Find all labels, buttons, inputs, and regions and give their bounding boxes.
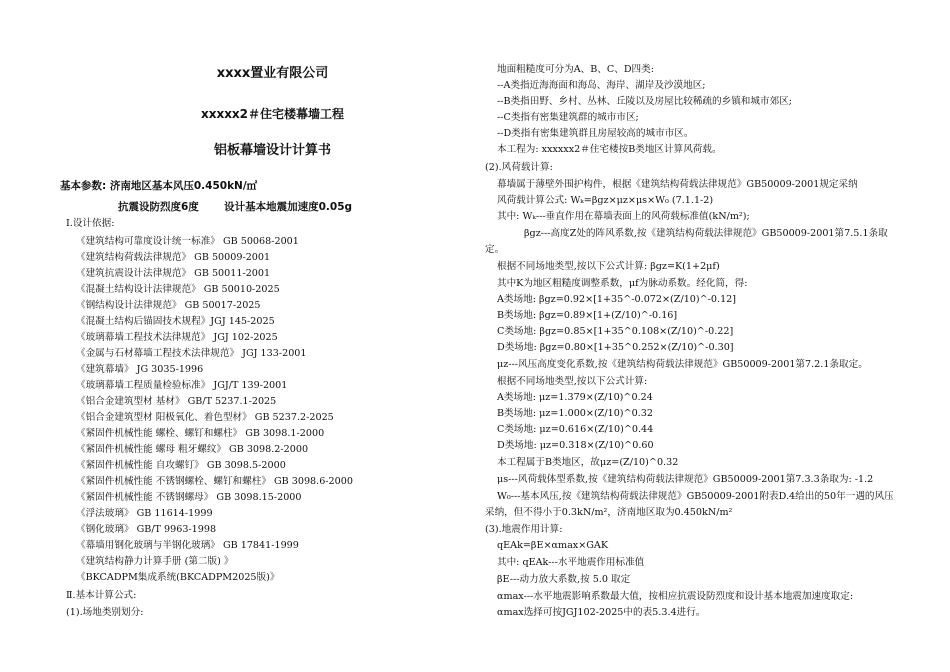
q-eak-definition: 其中: qEAk---水平地震作用标准值 bbox=[497, 557, 645, 568]
reference-item: 《浮法玻璃》 GB 11614-1999 bbox=[76, 508, 213, 519]
reference-item: 《建筑结构可靠度设计统一标准》 GB 50068-2001 bbox=[76, 236, 299, 247]
beta-gz-class-c: C类场地: βgz=0.85×[1+35^0.108×(Z/10)^-0.22] bbox=[497, 326, 734, 337]
k-mu-f-note: 其中K为地区粗糙度调整系数，μf为脉动系数。经化简，得: bbox=[497, 278, 748, 289]
reference-item: 《建筑结构静力计算手册 (第二版) 》 bbox=[76, 556, 234, 567]
roughness-class-c: --C类指有密集建筑群的城市市区; bbox=[497, 112, 639, 123]
roughness-class-d: --D类指有密集建筑群且房屋较高的城市市区。 bbox=[497, 128, 694, 139]
reference-item: 《混凝土结构设计法律规范》 GB 50010-2025 bbox=[76, 284, 280, 295]
roughness-class-a: --A类指近海海面和海岛、海岸、湖岸及沙漠地区; bbox=[497, 80, 706, 91]
reference-item: 《紧固件机械性能 螺母 粗牙螺纹》 GB 3098.2-2000 bbox=[76, 444, 309, 455]
project-title: xxxxx2＃住宅楼幕墙工程 bbox=[200, 107, 345, 121]
mu-z-formula-intro: 根据不同场地类型,按以下公式计算: bbox=[497, 376, 648, 387]
reference-item: 《幕墙用钢化玻璃与半钢化玻璃》 GB 17841-1999 bbox=[76, 540, 299, 551]
reference-item: 《钢结构设计法律规范》 GB 50017-2025 bbox=[76, 300, 261, 311]
w0-definition: W₀---基本风压,按《建筑结构荷载法律规范》GB50009-2001附表D.4给出的50年一遇的风压 bbox=[497, 491, 894, 502]
beta-gz-definition: βgz---高度Z处的阵风系数,按《建筑结构荷载法律规范》GB50009-2001第7.5.1条取 bbox=[524, 228, 888, 239]
seismic-acceleration: 设计基本地震加速度0.05g bbox=[224, 201, 353, 213]
mu-z-definition: μz---风压高度变化系数,按《建筑结构荷载法律规范》GB50009-2001第7.2.1条取定。 bbox=[497, 359, 868, 370]
alpha-max-table-note: αmax选择可按JGJ102-2025中的表5.3.4进行。 bbox=[497, 607, 706, 618]
reference-item: 《紧固件机械性能 不锈钢螺母》 GB 3098.15-2000 bbox=[76, 492, 302, 503]
reference-item: 《玻璃幕墙工程质量检验标准》 JGJ/T 139-2001 bbox=[76, 380, 288, 391]
basic-params-label: 基本参数: bbox=[60, 180, 107, 192]
basic-params-line1 bbox=[60, 178, 257, 194]
reference-item: 《钢化玻璃》 GB/T 9963-1998 bbox=[76, 524, 217, 535]
beta-gz-class-d: D类场地: βgz=0.80×[1+35^0.252×(Z/10)^-0.30] bbox=[497, 342, 734, 353]
seismic-formula: qEAk=βE×αmax×GAK bbox=[497, 540, 609, 551]
reference-item: 《混凝土结构后锚固技术规程》JGJ 145-2025 bbox=[76, 316, 275, 327]
beta-gz-class-a: A类场地: βgz=0.92×[1+35^-0.072×(Z/10)^-0.12] bbox=[497, 294, 737, 305]
beta-gz-class-b: B类场地: βgz=0.89×[1+(Z/10)^-0.16] bbox=[497, 310, 678, 321]
wind-load-formula: 风荷载计算公式: Wₖ=βgz×μz×μs×W₀ (7.1.1-2) bbox=[497, 195, 714, 206]
basic-params-line2 bbox=[118, 199, 352, 215]
wk-definition: 其中: Wₖ---垂直作用在幕墙表面上的风荷载标准值(kN/m²); bbox=[497, 211, 750, 222]
mu-s-definition: μs---风荷载体型系数,按《建筑结构荷载法律规范》GB50009-2001第7.3.3条取为: -1.2 bbox=[497, 474, 874, 485]
company-title: xxxx置业有限公司 bbox=[216, 66, 329, 81]
reference-item: 《铝合金建筑型材 阳极氧化、着色型材》 GB 5237.2-2025 bbox=[76, 412, 334, 423]
roughness-intro: 地面粗糙度可分为A、B、C、D四类: bbox=[497, 64, 654, 75]
mu-z-class-b: B类场地: μz=1.000×(Z/10)^0.32 bbox=[497, 408, 653, 419]
wind-load-intro: 幕墙属于薄壁外围护构件，根据《建筑结构荷载法律规范》GB50009-2001规定采纳 bbox=[497, 179, 858, 190]
alpha-max-definition: αmax---水平地震影响系数最大值，按相应抗震设防烈度和设计基本地震加速度取定: bbox=[497, 591, 854, 602]
section-design-basis: Ⅰ.设计依据: bbox=[66, 218, 115, 229]
beta-e-definition: βE---动力放大系数,按 5.0 取定 bbox=[497, 574, 631, 585]
beta-gz-definition-cont: 定。 bbox=[485, 244, 505, 255]
mu-z-project: 本工程属于B类地区，故μz=(Z/10)^0.32 bbox=[497, 457, 679, 468]
reference-item: 《建筑幕墙》 JG 3035-1996 bbox=[76, 364, 204, 375]
subsection-site-category: (1).场地类别划分: bbox=[66, 607, 144, 618]
section-wind-load: (2).风荷载计算: bbox=[485, 162, 553, 173]
basic-wind-pressure: 济南地区基本风压0.450kN/㎡ bbox=[109, 180, 258, 192]
reference-item: 《BKCADPM集成系统(BKCADPM2025版)》 bbox=[76, 572, 280, 583]
reference-item: 《紧固件机械性能 不锈钢螺栓、螺钉和螺柱》 GB 3098.6-2000 bbox=[76, 476, 353, 487]
reference-item: 《铝合金建筑型材 基材》 GB/T 5237.1-2025 bbox=[76, 396, 277, 407]
reference-item: 《玻璃幕墙工程技术法律规范》 JGJ 102-2025 bbox=[76, 332, 278, 343]
w0-definition-cont: 采纳，但不得小于0.3kN/m²，济南地区取为0.450kN/m² bbox=[485, 507, 733, 518]
beta-gz-formula: 根据不同场地类型,按以下公式计算: βgz=K(1+2μf) bbox=[497, 261, 720, 272]
reference-item: 《紧固件机械性能 螺栓、螺钉和螺柱》 GB 3098.1-2000 bbox=[76, 428, 325, 439]
reference-item: 《金属与石材幕墙工程技术法律规范》 JGJ 133-2001 bbox=[76, 348, 307, 359]
mu-z-class-a: A类场地: μz=1.379×(Z/10)^0.24 bbox=[497, 392, 653, 403]
mu-z-class-c: C类场地: μz=0.616×(Z/10)^0.44 bbox=[497, 424, 654, 435]
seismic-intensity: 抗震设防烈度6度 bbox=[118, 201, 199, 213]
section-seismic: (3).地震作用计算: bbox=[485, 524, 563, 535]
document-title: 铝板幕墙设计计算书 bbox=[213, 143, 331, 158]
section-basic-formulas: Ⅱ.基本计算公式: bbox=[66, 590, 137, 601]
project-site-class: 本工程为: xxxxxx2＃住宅楼按B类地区计算风荷载。 bbox=[497, 144, 722, 155]
reference-item: 《建筑抗震设计法律规范》 GB 50011-2001 bbox=[76, 268, 271, 279]
roughness-class-b: --B类指田野、乡村、丛林、丘陵以及房屋比较稀疏的乡镇和城市郊区; bbox=[497, 96, 792, 107]
reference-item: 《紧固件机械性能 自攻螺钉》 GB 3098.5-2000 bbox=[76, 460, 286, 471]
mu-z-class-d: D类场地: μz=0.318×(Z/10)^0.60 bbox=[497, 440, 654, 451]
reference-item: 《建筑结构荷载法律规范》 GB 50009-2001 bbox=[76, 252, 271, 263]
